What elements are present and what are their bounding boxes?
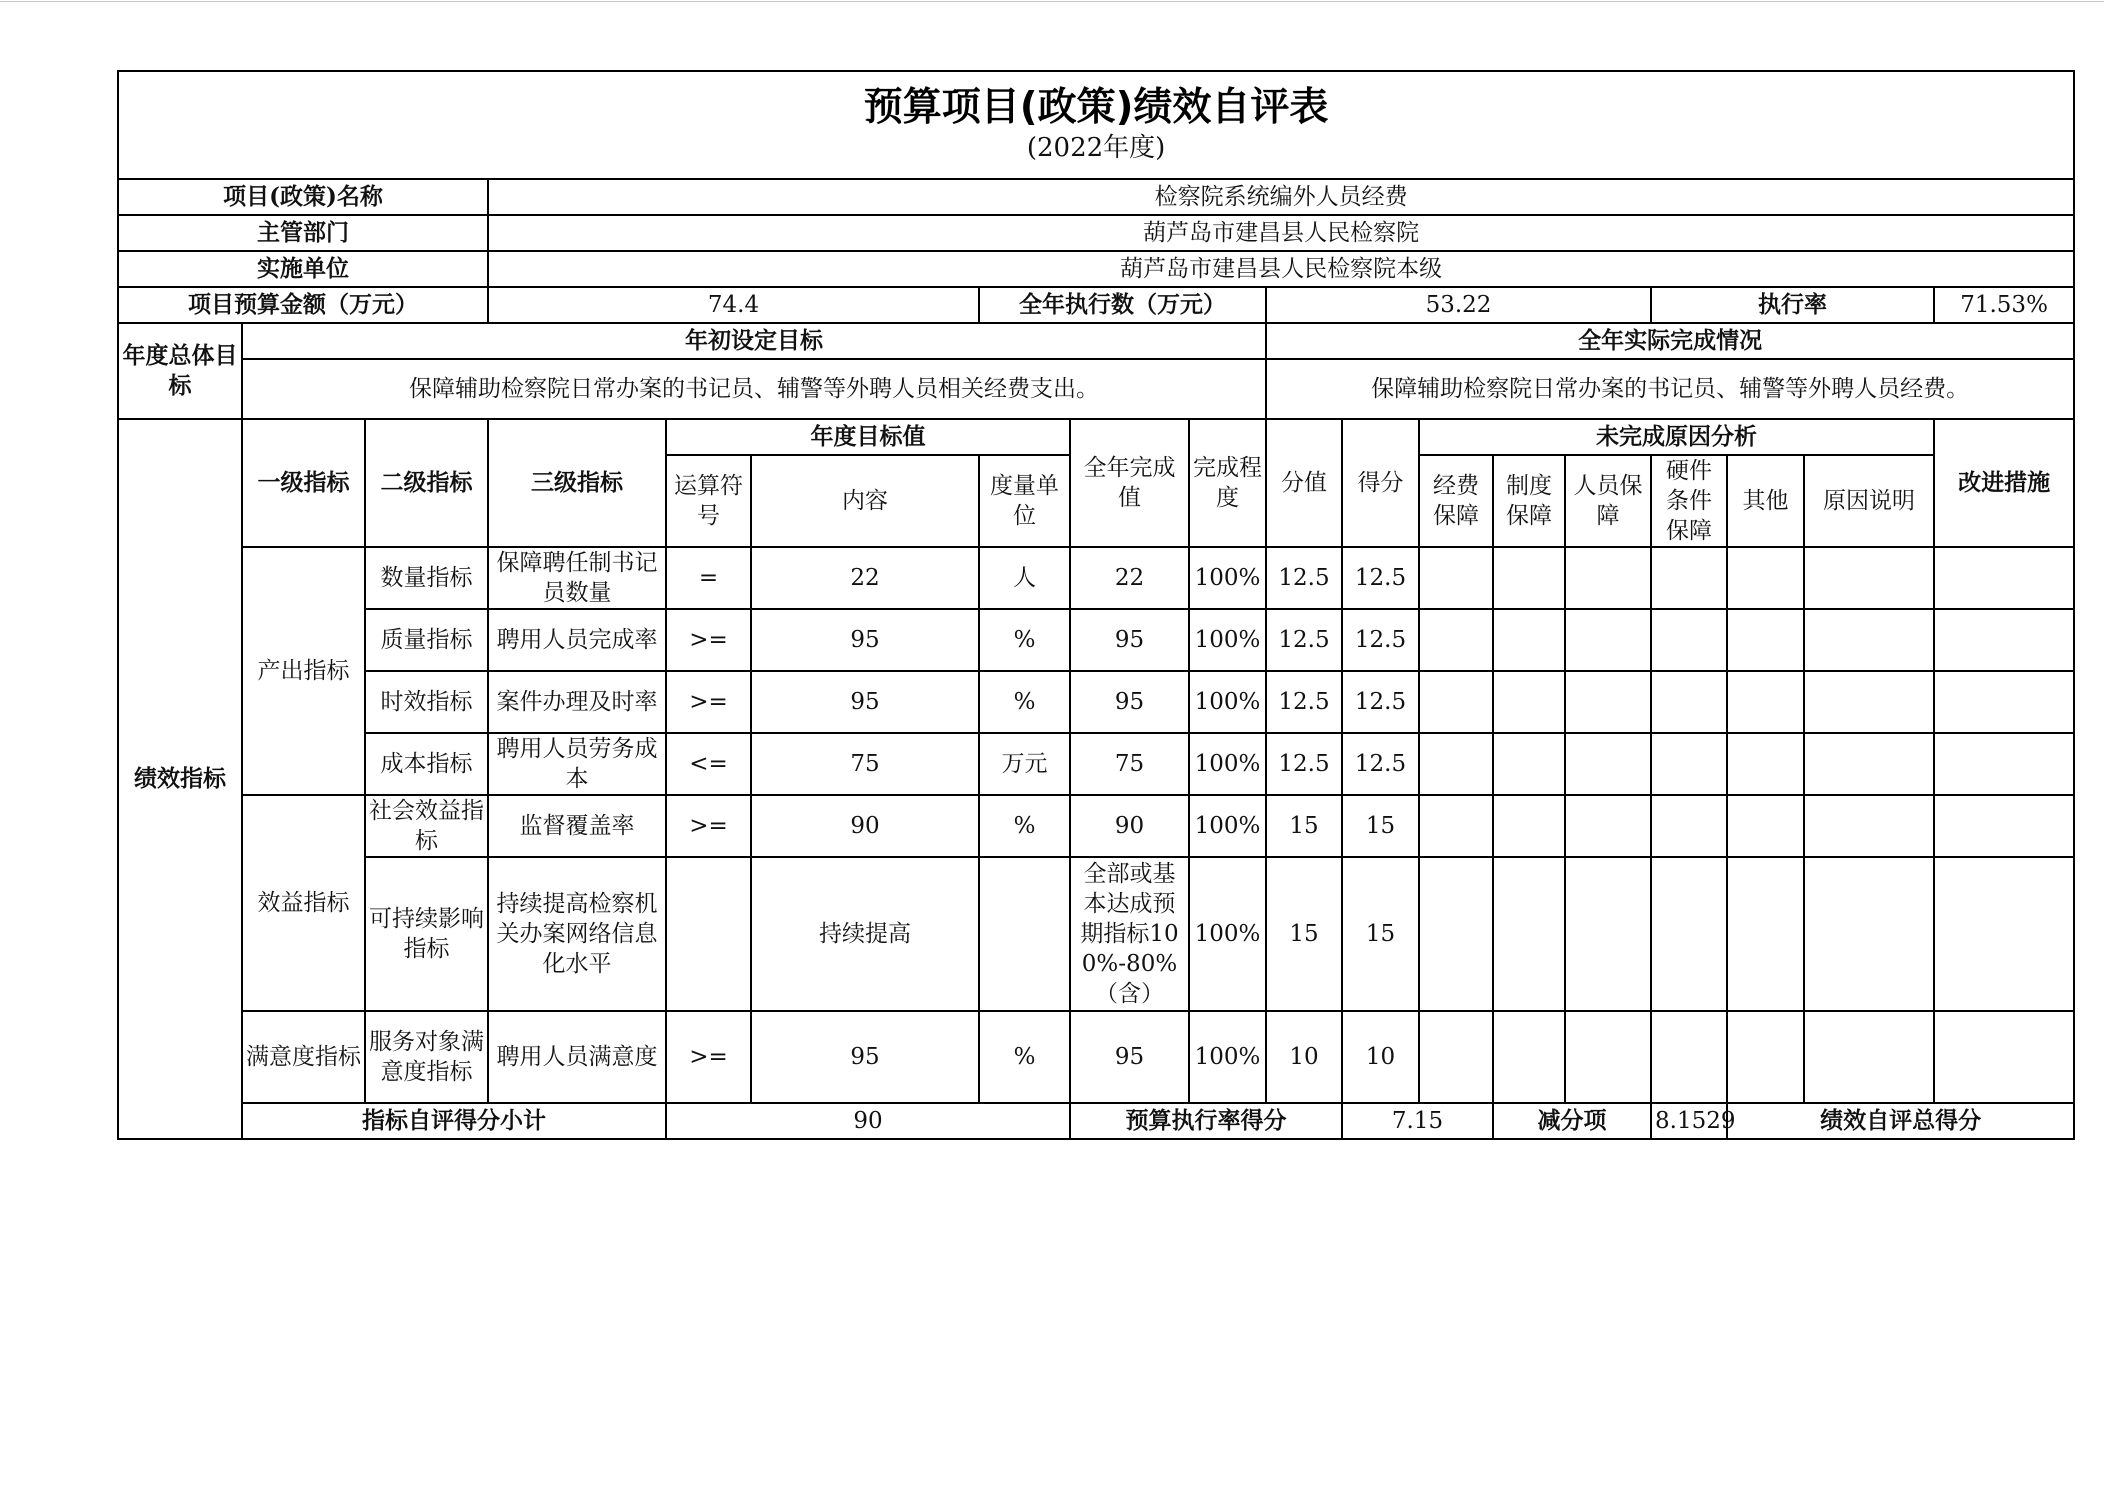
unit-cell: % [979,795,1070,857]
empty-cell [1651,857,1727,1011]
empty-cell [1934,795,2074,857]
operator-cell: >= [666,609,751,671]
actual-cell: 75 [1070,733,1189,795]
level2-cell: 数量指标 [365,547,488,609]
empty-cell [1804,547,1934,609]
reason-explain-header: 原因说明 [1804,455,1934,547]
actual-cell: 全部或基本达成预期指标100%-80%（含） [1070,857,1189,1011]
impl-label: 实施单位 [118,251,488,287]
reason-other-header: 其他 [1727,455,1804,547]
empty-cell [1727,671,1804,733]
empty-cell [1419,547,1493,609]
empty-cell [1419,795,1493,857]
title-block [118,71,2074,179]
actual-cell: 22 [1070,547,1189,609]
level3-cell: 聘用人员满意度 [488,1011,666,1103]
operator-cell [666,857,751,1011]
rate-score-value: 7.15 [1342,1103,1493,1139]
completion-cell: 100% [1189,1011,1266,1103]
reason-funding-header: 经费保障 [1419,455,1493,547]
empty-cell [1804,671,1934,733]
empty-cell [1493,795,1565,857]
content-cell: 95 [751,609,979,671]
operator-cell: <= [666,733,751,795]
empty-cell [1727,547,1804,609]
level2-cell: 时效指标 [365,671,488,733]
empty-cell [1565,1011,1651,1103]
empty-cell [1934,857,2074,1011]
performance-table [117,70,2075,1140]
level2-cell: 可持续影响指标 [365,857,488,1011]
score-value-cell: 12.5 [1266,671,1342,733]
level1-header: 一级指标 [242,419,365,547]
empty-cell [1727,857,1804,1011]
score-cell: 12.5 [1342,733,1419,795]
score-cell: 12.5 [1342,671,1419,733]
empty-cell [1419,1011,1493,1103]
empty-cell [1934,671,2074,733]
level3-cell: 监督覆盖率 [488,795,666,857]
group-satisfaction: 满意度指标 [242,1011,365,1103]
unit-cell [979,857,1070,1011]
planned-goal-header: 年初设定目标 [242,323,1266,359]
actual-cell: 95 [1070,1011,1189,1103]
operator-cell: >= [666,1011,751,1103]
level3-cell: 聘用人员完成率 [488,609,666,671]
empty-cell [1565,671,1651,733]
completion-header: 完成程度 [1189,419,1266,547]
level3-header: 三级指标 [488,419,666,547]
content-cell: 22 [751,547,979,609]
score-value-cell: 12.5 [1266,733,1342,795]
budget-amount-label: 项目预算金额（万元） [118,287,488,323]
score-value-cell: 10 [1266,1011,1342,1103]
empty-cell [1565,609,1651,671]
empty-cell [1804,609,1934,671]
empty-cell [1565,857,1651,1011]
actual-cell: 95 [1070,609,1189,671]
empty-cell [1651,671,1727,733]
empty-cell [1493,547,1565,609]
actual-value-header: 全年完成值 [1070,419,1189,547]
reason-hardware-header: 硬件条件保障 [1651,455,1727,547]
deduction-value: 8.1529 [1651,1103,1727,1139]
exec-amount-label: 全年执行数（万元） [979,287,1266,323]
empty-cell [1651,1011,1727,1103]
empty-cell [1651,795,1727,857]
reasons-header: 未完成原因分析 [1419,419,1934,455]
completion-cell: 100% [1189,795,1266,857]
table-row [118,609,2074,671]
empty-cell [1651,733,1727,795]
empty-cell [1934,733,2074,795]
project-name-value: 检察院系统编外人员经费 [488,179,2074,215]
score-cell: 15 [1342,857,1419,1011]
unit-cell: % [979,671,1070,733]
total-score-label: 绩效自评总得分 [1727,1103,2074,1139]
empty-cell [1419,733,1493,795]
project-name-label: 项目(政策)名称 [118,179,488,215]
dept-value: 葫芦岛市建昌县人民检察院 [488,215,2074,251]
table-row [118,1011,2074,1103]
empty-cell [1565,795,1651,857]
exec-amount-value: 53.22 [1266,287,1651,323]
empty-cell [1934,547,2074,609]
year-subtitle: (2022年度) [1026,133,1166,163]
level2-cell: 成本指标 [365,733,488,795]
empty-cell [1493,671,1565,733]
content-cell: 90 [751,795,979,857]
operator-header: 运算符号 [666,455,751,547]
content-header: 内容 [751,455,979,547]
table-row [118,733,2074,795]
budget-amount-value: 74.4 [488,287,979,323]
level2-cell: 质量指标 [365,609,488,671]
score-value-header: 分值 [1266,419,1342,547]
empty-cell [1493,857,1565,1011]
indicators-section-label: 绩效指标 [118,419,242,1139]
score-cell: 10 [1342,1011,1419,1103]
actual-goal-text: 保障辅助检察院日常办案的书记员、辅警等外聘人员经费。 [1266,359,2074,419]
empty-cell [1934,609,2074,671]
level2-cell: 服务对象满意度指标 [365,1011,488,1103]
level3-cell: 持续提高检察机关办案网络信息化水平 [488,857,666,1011]
score-value-cell: 12.5 [1266,609,1342,671]
empty-cell [1727,733,1804,795]
empty-cell [1804,795,1934,857]
subtotal-value: 90 [666,1103,1070,1139]
annual-goal-label: 年度总体目标 [118,323,242,419]
content-cell: 95 [751,671,979,733]
table-row [118,547,2074,609]
unit-cell: % [979,609,1070,671]
completion-cell: 100% [1189,609,1266,671]
content-cell: 75 [751,733,979,795]
empty-cell [1727,795,1804,857]
score-value-cell: 15 [1266,795,1342,857]
exec-rate-value: 71.53% [1934,287,2074,323]
group-benefit: 效益指标 [242,795,365,1011]
completion-cell: 100% [1189,733,1266,795]
content-cell: 持续提高 [751,857,979,1011]
impl-value: 葫芦岛市建昌县人民检察院本级 [488,251,2074,287]
score-value-cell: 15 [1266,857,1342,1011]
empty-cell [1727,1011,1804,1103]
unit-cell: 人 [979,547,1070,609]
operator-cell: >= [666,671,751,733]
empty-cell [1727,609,1804,671]
empty-cell [1804,857,1934,1011]
actual-goal-header: 全年实际完成情况 [1266,323,2074,359]
empty-cell [1419,671,1493,733]
actual-cell: 90 [1070,795,1189,857]
improvement-header: 改进措施 [1934,419,2074,547]
operator-cell: = [666,547,751,609]
unit-cell: 万元 [979,733,1070,795]
completion-cell: 100% [1189,857,1266,1011]
completion-cell: 100% [1189,547,1266,609]
empty-cell [1804,733,1934,795]
empty-cell [1651,609,1727,671]
reason-staff-header: 人员保障 [1565,455,1651,547]
empty-cell [1804,1011,1934,1103]
empty-cell [1934,1011,2074,1103]
planned-goal-text: 保障辅助检察院日常办案的书记员、辅警等外聘人员相关经费支出。 [242,359,1266,419]
level2-cell: 社会效益指标 [365,795,488,857]
score-header: 得分 [1342,419,1419,547]
actual-cell: 95 [1070,671,1189,733]
exec-rate-label: 执行率 [1651,287,1934,323]
target-value-header: 年度目标值 [666,419,1070,455]
level3-cell: 保障聘任制书记员数量 [488,547,666,609]
group-output: 产出指标 [242,547,365,795]
subtotal-label: 指标自评得分小计 [242,1103,666,1139]
empty-cell [1493,609,1565,671]
dept-label: 主管部门 [118,215,488,251]
operator-cell: >= [666,795,751,857]
page-top-border [0,1,2104,2]
level2-header: 二级指标 [365,419,488,547]
empty-cell [1419,609,1493,671]
reason-system-header: 制度保障 [1493,455,1565,547]
completion-cell: 100% [1189,671,1266,733]
table-row [118,671,2074,733]
empty-cell [1565,733,1651,795]
empty-cell [1493,1011,1565,1103]
unit-cell: % [979,1011,1070,1103]
rate-score-label: 预算执行率得分 [1070,1103,1342,1139]
score-cell: 15 [1342,795,1419,857]
table-row [118,857,2074,1011]
empty-cell [1651,547,1727,609]
level3-cell: 案件办理及时率 [488,671,666,733]
table-row [118,795,2074,857]
score-value-cell: 12.5 [1266,547,1342,609]
content-cell: 95 [751,1011,979,1103]
deduction-label: 减分项 [1493,1103,1651,1139]
page-title: 预算项目(政策)绩效自评表 [863,85,1329,130]
unit-header: 度量单位 [979,455,1070,547]
empty-cell [1493,733,1565,795]
evaluation-sheet [117,70,2051,1143]
score-cell: 12.5 [1342,609,1419,671]
empty-cell [1419,857,1493,1011]
score-cell: 12.5 [1342,547,1419,609]
level3-cell: 聘用人员劳务成本 [488,733,666,795]
empty-cell [1565,547,1651,609]
